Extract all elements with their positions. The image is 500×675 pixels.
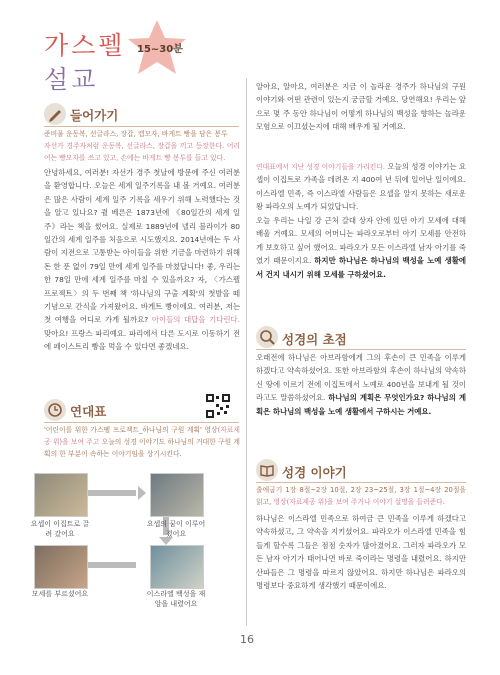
materials-text: 준비물 운동복, 선글라스, 장갑, 캡모자, 바게트 빵을 담은 봉투 — [44, 130, 228, 138]
story-section-title: 성경 이야기 — [282, 465, 347, 480]
timeline-card-image — [34, 473, 88, 517]
time-badge: 15~30분 — [137, 44, 183, 55]
timeline-caption: 요셉이 이집트로 끌려 갔어요 — [30, 520, 90, 538]
page-number: 16 — [240, 633, 254, 646]
section-rule — [44, 126, 239, 127]
right-paragraph-2: 연대표에서 지난 성경 이야기들을 가리킨다. 오늘의 성경 이야기는 요셉이 이집트로 가족을 데려온 지 400여 년 뒤에 일어난 일이에요. 이스라엘 민족, 즉 이스라엘 사람들은 요셉을 알지 못하는 새로운 왕 파라오의 노예가 되었답니다. — [256, 162, 466, 212]
right-paragraph-1: 알아요, 알아요, 여러분은 지금 이 놀라운 경주가 하나님의 구원 이야기와 어떤 관련이 있는지 궁금할 거예요. 당연해요! 우리는 앞으로 몇 주 동안 하나님이 어떻게 하나님의 백성을 향하는 놀라운 모험으로 이끄셨는지에 대해 배우게 될 거예요. — [256, 82, 466, 132]
focus-paragraph: 오래전에 하나님은 아브라함에게 그의 후손이 큰 민족을 이루게 하겠다고 약속하셨어요. 또한 아브라함의 후손이 하나님의 약속하신 땅에 이르기 전에 이집트에서 노예로 400년을 보내게 될 것이라고도 말씀하셨어요. 하나님의 계획은 무엇인가요? 하나님의 계획은 하나님의 백성을 노예 생활에서 구하시는 거예요. — [256, 353, 466, 416]
timeline-caption: 모세를 부르셨어요 — [31, 590, 89, 598]
timeline-caption: 이스라엘 백성을 재앙을 내렸어요 — [146, 590, 206, 608]
intro-closing: 맞아요! 프랑스 파리예요. 파리에서 다른 도시로 이동하기 전에 페이스트리 빵을 먹을 수 있다면 좋겠네요. — [44, 328, 240, 352]
lesson-title-sermon: 설교 — [44, 65, 99, 94]
story-reference: 출애굽기 1장 8절~2장 10절, 2장 23~25절, 3장 1절~4장 20절을 읽고, 영상(자료제공 위)을 보여 주거나 이야기 설명을 들려준다. — [256, 486, 466, 506]
timeline-text: '어린이를 위한 가스펠 프로젝트_하나님의 구원 계획' 영상(자료제공 위)을 보여 주고 오늘의 성경 이야기도 하나님의 거대한 구원 계획의 한 부분이 속하는 이야기임을 상기시킨다. — [44, 426, 240, 458]
intro-section-title: 들어가기 — [70, 108, 119, 123]
story-paragraph: 하나님은 이스라엘 민족으로 하여금 큰 민족을 이루게 하겠다고 약속하셨고, 그 약속을 지키셨어요. 파라오가 이스라엘 민족을 힘들게 할수록 그들은 점점 숫자가 많아졌어요. 그러자 파라오가 모든 남자 아기가 태어나면 바로 죽이라는 명령을 내렸어요. 하지만 산파들은 그 명령을 따르지 않았어요. 하지만 하나님은 파라오의 명령보다 중요하게 생각했기 때문이에요. — [256, 514, 466, 591]
book-icon — [256, 459, 278, 481]
intro-stage-direction: 자선가 경주자처럼 운동복, 선글라스, 장갑을 끼고 등장한다. 어리어는 빵모자를 쓰고 있고, 손에는 바게트 빵 봉투를 들고 있다. — [44, 142, 240, 162]
right-paragraph-3: 오늘 우리는 나일 강 근처 갈대 상자 안에 있던 아기 모세에 대해 배울 거예요. 모세의 어머니는 파라오로부터 아기 모세를 안전하게 보호하고 싶어 했어요. 파라오가 모든 이스라엘 남자 아기를 죽였기 때문이지요. 하지만 하나님은 하나님의 백성을 노예 생활에서 건지 내시기 위해 모세를 구하셨어요. — [256, 216, 466, 279]
timeline-figure — [26, 455, 238, 608]
focus-section-title: 성경의 초점 — [282, 332, 347, 347]
timeline-caption: 요셉의 꿈이 이루어졌어요 — [146, 520, 206, 538]
magnifier-icon — [256, 326, 278, 348]
intro-aside: 아이들의 대답을 기다린다. — [151, 315, 240, 325]
lesson-title-gospel: 가스펠 — [44, 31, 126, 60]
column-divider — [246, 78, 247, 626]
timeline-card-image — [150, 473, 204, 517]
section-rule — [256, 482, 466, 483]
timeline-section-title: 연대표 — [70, 404, 107, 419]
intro-paragraph: 안녕하세요, 여러분! 자선가 경주 첫날에 방문에 주신 여러분을 환영합니다. 오늘은 세계 일주기록을 내 볼 거예요. 여러분은 많은 사람이 세계 일주 기록을 세우기 위해 노력했다는 것을 알고 있나요? 쥘 베른은 1873년에 《80일간의 세계 일주》라는 책을 썼어요. 실제로 1889년에 넬리 블라이가 80일간의 세계 일주를 처음으로 시도했지요. 2014년에는 두 사람이 지전으로 고통받는 아이들을 위한 기금을 마련하기 위해 돈 한 푼 없이 79일 만에 세계 일주를 마쳤답니다! 좋, 우리는 한 78일 만에 세계 일주를 마칠 수 있을까요? 자, 〈가스펠 프로젝트〉의 두 번째 책 '하나님의 구출 계획'의 첫발을 떼 기념으로 간식을 가져왔어요. 바게트 빵이에요. 여러분, 저는 첫 여행을 어디로 가게 될까요? 아이들의 대답을 기다린다. 맞아요! 프랑스 파리예요. 파리에서 다른 도시로 이동하기 전에 페이스트리 빵을 먹을 수 있다면 좋겠네요. — [44, 168, 240, 352]
section-rule — [256, 349, 466, 350]
timeline-card-image — [34, 545, 88, 589]
pencil-icon — [44, 103, 66, 125]
timeline-card-image — [150, 545, 204, 589]
section-rule — [44, 422, 239, 423]
qr-code-icon — [205, 393, 231, 419]
clock-icon — [44, 399, 66, 421]
